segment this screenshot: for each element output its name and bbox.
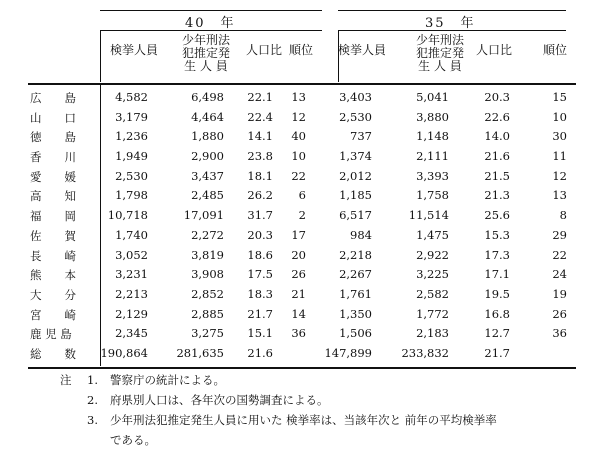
cell-arrests-40: 3,179 bbox=[115, 109, 148, 124]
cell-arrests-35: 2,012 bbox=[339, 168, 372, 183]
cell-ratio-40: 22.4 bbox=[247, 109, 273, 124]
cell-ratio-35: 20.3 bbox=[484, 90, 510, 104]
total-label: 総 数 bbox=[30, 346, 76, 361]
cell-estimated-35: 3,393 bbox=[416, 168, 449, 183]
cell-rank-40: 17 bbox=[291, 227, 306, 242]
notes-section bbox=[60, 370, 580, 450]
note-number: 1. bbox=[87, 373, 98, 387]
table-row bbox=[0, 108, 592, 128]
cell-arrests-35: 2,218 bbox=[339, 247, 372, 262]
cell-rank-40: 22 bbox=[291, 168, 306, 183]
cell-rank-40: 6 bbox=[298, 188, 306, 203]
cell-arrests-40: 2,213 bbox=[115, 286, 148, 301]
cell-arrests-35: 3,403 bbox=[339, 90, 372, 104]
year-header-rule-left bbox=[100, 30, 322, 31]
col-header-ratio-40: 人口比 bbox=[245, 43, 282, 57]
cell-arrests-35: 737 bbox=[350, 129, 372, 144]
note-text: 府県別人口は、各年次の国勢調査による。 bbox=[110, 393, 329, 407]
cell-ratio-40: 31.7 bbox=[247, 208, 273, 223]
cell-arrests-35: 1,761 bbox=[339, 286, 372, 301]
cell-ratio-40: 21.7 bbox=[247, 306, 273, 321]
cell-rank-40: 12 bbox=[291, 109, 306, 124]
cell-estimated-40: 17,091 bbox=[183, 208, 224, 223]
table-row bbox=[0, 285, 592, 305]
cell-arrests-35: 1,350 bbox=[339, 306, 372, 321]
cell-estimated-40: 2,272 bbox=[191, 227, 224, 242]
note-number: 2. bbox=[87, 393, 98, 407]
header-divider-2 bbox=[338, 30, 339, 82]
cell-rank-35: 13 bbox=[552, 188, 567, 203]
cell-arrests-40: 2,345 bbox=[115, 326, 148, 341]
cell-arrests-35: 147,899 bbox=[324, 345, 372, 360]
cell-arrests-35: 1,506 bbox=[339, 326, 372, 341]
cell-arrests-35: 6,517 bbox=[339, 208, 372, 223]
cell-estimated-35: 2,922 bbox=[416, 247, 449, 262]
cell-estimated-35: 1,772 bbox=[416, 306, 449, 321]
cell-estimated-40: 3,819 bbox=[191, 247, 224, 262]
cell-estimated-35: 2,582 bbox=[416, 286, 449, 301]
cell-estimated-40: 281,635 bbox=[176, 345, 224, 360]
cell-estimated-40: 2,885 bbox=[191, 306, 224, 321]
cell-estimated-35: 3,225 bbox=[416, 267, 449, 282]
table-row bbox=[0, 147, 592, 167]
cell-arrests-40: 190,864 bbox=[100, 345, 148, 360]
cell-estimated-40: 3,275 bbox=[191, 326, 224, 341]
cell-ratio-40: 17.5 bbox=[247, 267, 273, 282]
table-row bbox=[0, 127, 592, 147]
cell-arrests-40: 1,236 bbox=[115, 129, 148, 144]
table-row bbox=[0, 186, 592, 206]
cell-ratio-35: 21.3 bbox=[484, 188, 510, 203]
cell-arrests-35: 2,267 bbox=[339, 267, 372, 282]
prefecture-label: 愛 媛 bbox=[30, 169, 76, 184]
cell-estimated-35: 2,183 bbox=[416, 326, 449, 341]
cell-rank-35: 29 bbox=[552, 227, 567, 242]
col-header-ratio-35: 人口比 bbox=[475, 43, 512, 57]
prefecture-label: 香 川 bbox=[30, 150, 76, 165]
table-row bbox=[0, 167, 592, 187]
prefecture-label: 徳 島 bbox=[30, 130, 76, 145]
cell-rank-40: 40 bbox=[291, 129, 306, 144]
cell-rank-40: 36 bbox=[291, 326, 306, 341]
col-header-arrests-35: 検挙人員 bbox=[337, 43, 386, 57]
note-text: 警察庁の統計による。 bbox=[110, 373, 225, 387]
table-bottom-rule bbox=[28, 367, 576, 369]
cell-arrests-35: 2,530 bbox=[339, 109, 372, 124]
cell-estimated-35: 1,148 bbox=[416, 129, 449, 144]
prefecture-label: 高 知 bbox=[30, 189, 76, 204]
note-continuation bbox=[60, 430, 580, 450]
table-row bbox=[0, 265, 592, 285]
cell-rank-35: 12 bbox=[552, 168, 567, 183]
cell-ratio-40: 23.8 bbox=[247, 149, 273, 164]
cell-estimated-35: 1,758 bbox=[416, 188, 449, 203]
cell-rank-40: 20 bbox=[291, 247, 306, 262]
cell-ratio-40: 22.1 bbox=[247, 90, 273, 104]
cell-rank-35: 36 bbox=[552, 326, 567, 341]
cell-ratio-35: 15.3 bbox=[484, 227, 510, 242]
note-item bbox=[60, 370, 580, 390]
note-text: 少年刑法犯推定発生人員に用いた 検挙率は、当該年次と 前年の平均検挙率 bbox=[110, 413, 497, 427]
table-row bbox=[0, 324, 592, 344]
cell-rank-35: 10 bbox=[552, 109, 567, 124]
cell-estimated-40: 6,498 bbox=[191, 90, 224, 104]
cell-rank-35: 22 bbox=[552, 247, 567, 262]
prefecture-label: 佐 賀 bbox=[30, 228, 76, 243]
col-header-estimated-35: 少年刑法 犯推定発 生 人 員 bbox=[415, 33, 464, 73]
cell-ratio-40: 20.3 bbox=[247, 227, 273, 242]
cell-rank-35: 11 bbox=[552, 149, 567, 164]
cell-estimated-40: 3,437 bbox=[191, 168, 224, 183]
cell-ratio-40: 18.6 bbox=[247, 247, 273, 262]
cell-rank-35: 30 bbox=[552, 129, 567, 144]
cell-ratio-35: 17.3 bbox=[484, 247, 510, 262]
cell-rank-35: 26 bbox=[552, 306, 567, 321]
table-row bbox=[0, 88, 592, 108]
cell-ratio-35: 21.7 bbox=[484, 345, 510, 360]
cell-ratio-35: 25.6 bbox=[484, 208, 510, 223]
table-top-rule bbox=[100, 10, 322, 11]
col-header-rank-40: 順位 bbox=[288, 43, 313, 57]
table-body bbox=[0, 88, 592, 364]
note-item bbox=[60, 410, 580, 430]
cell-ratio-35: 14.0 bbox=[484, 129, 510, 144]
cell-arrests-35: 1,374 bbox=[339, 149, 372, 164]
year-header-35: 35 年 bbox=[425, 16, 476, 31]
table-row bbox=[0, 246, 592, 266]
table-row bbox=[0, 305, 592, 325]
col-header-estimated-40: 少年刑法 犯推定発 生 人 員 bbox=[181, 33, 230, 73]
cell-arrests-40: 1,798 bbox=[115, 188, 148, 203]
cell-rank-40: 21 bbox=[291, 286, 306, 301]
cell-ratio-35: 21.6 bbox=[484, 149, 510, 164]
cell-estimated-40: 4,464 bbox=[191, 109, 224, 124]
note-text-continued: である。 bbox=[110, 433, 156, 447]
prefecture-label: 大 分 bbox=[30, 287, 76, 302]
cell-rank-40: 14 bbox=[291, 306, 306, 321]
body-divider bbox=[100, 84, 101, 366]
prefecture-label: 熊 本 bbox=[30, 268, 76, 283]
table-top-rule-right bbox=[338, 10, 566, 11]
year-header-rule-right bbox=[338, 30, 566, 31]
cell-arrests-35: 1,185 bbox=[339, 188, 372, 203]
year-header-40: 40 年 bbox=[185, 16, 236, 31]
cell-ratio-40: 14.1 bbox=[247, 129, 273, 144]
cell-arrests-40: 2,530 bbox=[115, 168, 148, 183]
cell-ratio-40: 21.6 bbox=[247, 345, 273, 360]
cell-ratio-35: 19.5 bbox=[484, 286, 510, 301]
cell-rank-35: 15 bbox=[552, 90, 567, 104]
cell-estimated-40: 1,880 bbox=[191, 129, 224, 144]
table-row bbox=[0, 206, 592, 226]
cell-ratio-40: 18.1 bbox=[247, 168, 273, 183]
cell-estimated-35: 11,514 bbox=[408, 208, 449, 223]
cell-estimated-35: 2,111 bbox=[416, 149, 449, 164]
cell-arrests-40: 3,052 bbox=[115, 247, 148, 262]
cell-estimated-35: 3,880 bbox=[416, 109, 449, 124]
cell-ratio-35: 16.8 bbox=[484, 306, 510, 321]
col-header-arrests-40: 検挙人員 bbox=[109, 43, 158, 57]
cell-arrests-35: 984 bbox=[350, 227, 372, 242]
cell-estimated-35: 5,041 bbox=[416, 90, 449, 104]
cell-estimated-40: 2,485 bbox=[191, 188, 224, 203]
prefecture-label: 広 島 bbox=[30, 91, 76, 105]
cell-estimated-35: 1,475 bbox=[416, 227, 449, 242]
cell-estimated-35: 233,832 bbox=[401, 345, 449, 360]
cell-arrests-40: 4,582 bbox=[115, 90, 148, 104]
cell-rank-35: 19 bbox=[552, 286, 567, 301]
prefecture-label: 長 崎 bbox=[30, 248, 76, 263]
cell-rank-40: 10 bbox=[291, 149, 306, 164]
cell-ratio-35: 12.7 bbox=[484, 326, 510, 341]
note-item bbox=[60, 390, 580, 410]
cell-rank-40: 13 bbox=[291, 90, 306, 104]
col-header-rank-35: 順位 bbox=[542, 43, 567, 57]
notes-label: 注 bbox=[60, 373, 72, 387]
cell-ratio-40: 15.1 bbox=[247, 326, 273, 341]
cell-arrests-40: 2,129 bbox=[115, 306, 148, 321]
prefecture-label: 福 岡 bbox=[30, 209, 76, 224]
prefecture-label: 宮 崎 bbox=[30, 307, 76, 322]
cell-ratio-35: 22.6 bbox=[484, 109, 510, 124]
cell-ratio-40: 26.2 bbox=[247, 188, 273, 203]
cell-arrests-40: 3,231 bbox=[115, 267, 148, 282]
header-bottom-rule bbox=[28, 83, 576, 85]
cell-rank-40: 26 bbox=[291, 267, 306, 282]
cell-rank-40: 2 bbox=[298, 208, 306, 223]
cell-estimated-40: 3,908 bbox=[191, 267, 224, 282]
cell-ratio-35: 21.5 bbox=[484, 168, 510, 183]
cell-arrests-40: 1,740 bbox=[115, 227, 148, 242]
prefecture-label: 山 口 bbox=[30, 110, 76, 125]
cell-ratio-40: 18.3 bbox=[247, 286, 273, 301]
header-divider-1 bbox=[100, 30, 101, 82]
prefecture-label: 鹿 児 島 bbox=[30, 327, 72, 342]
cell-estimated-40: 2,900 bbox=[191, 149, 224, 164]
table-row bbox=[0, 226, 592, 246]
cell-rank-35: 24 bbox=[552, 267, 567, 282]
cell-arrests-40: 10,718 bbox=[107, 208, 148, 223]
cell-arrests-40: 1,949 bbox=[115, 149, 148, 164]
cell-ratio-35: 17.1 bbox=[484, 267, 510, 282]
cell-estimated-40: 2,852 bbox=[191, 286, 224, 301]
note-number: 3. bbox=[87, 413, 98, 427]
table-row-total bbox=[0, 344, 592, 364]
cell-rank-35: 8 bbox=[559, 208, 567, 223]
